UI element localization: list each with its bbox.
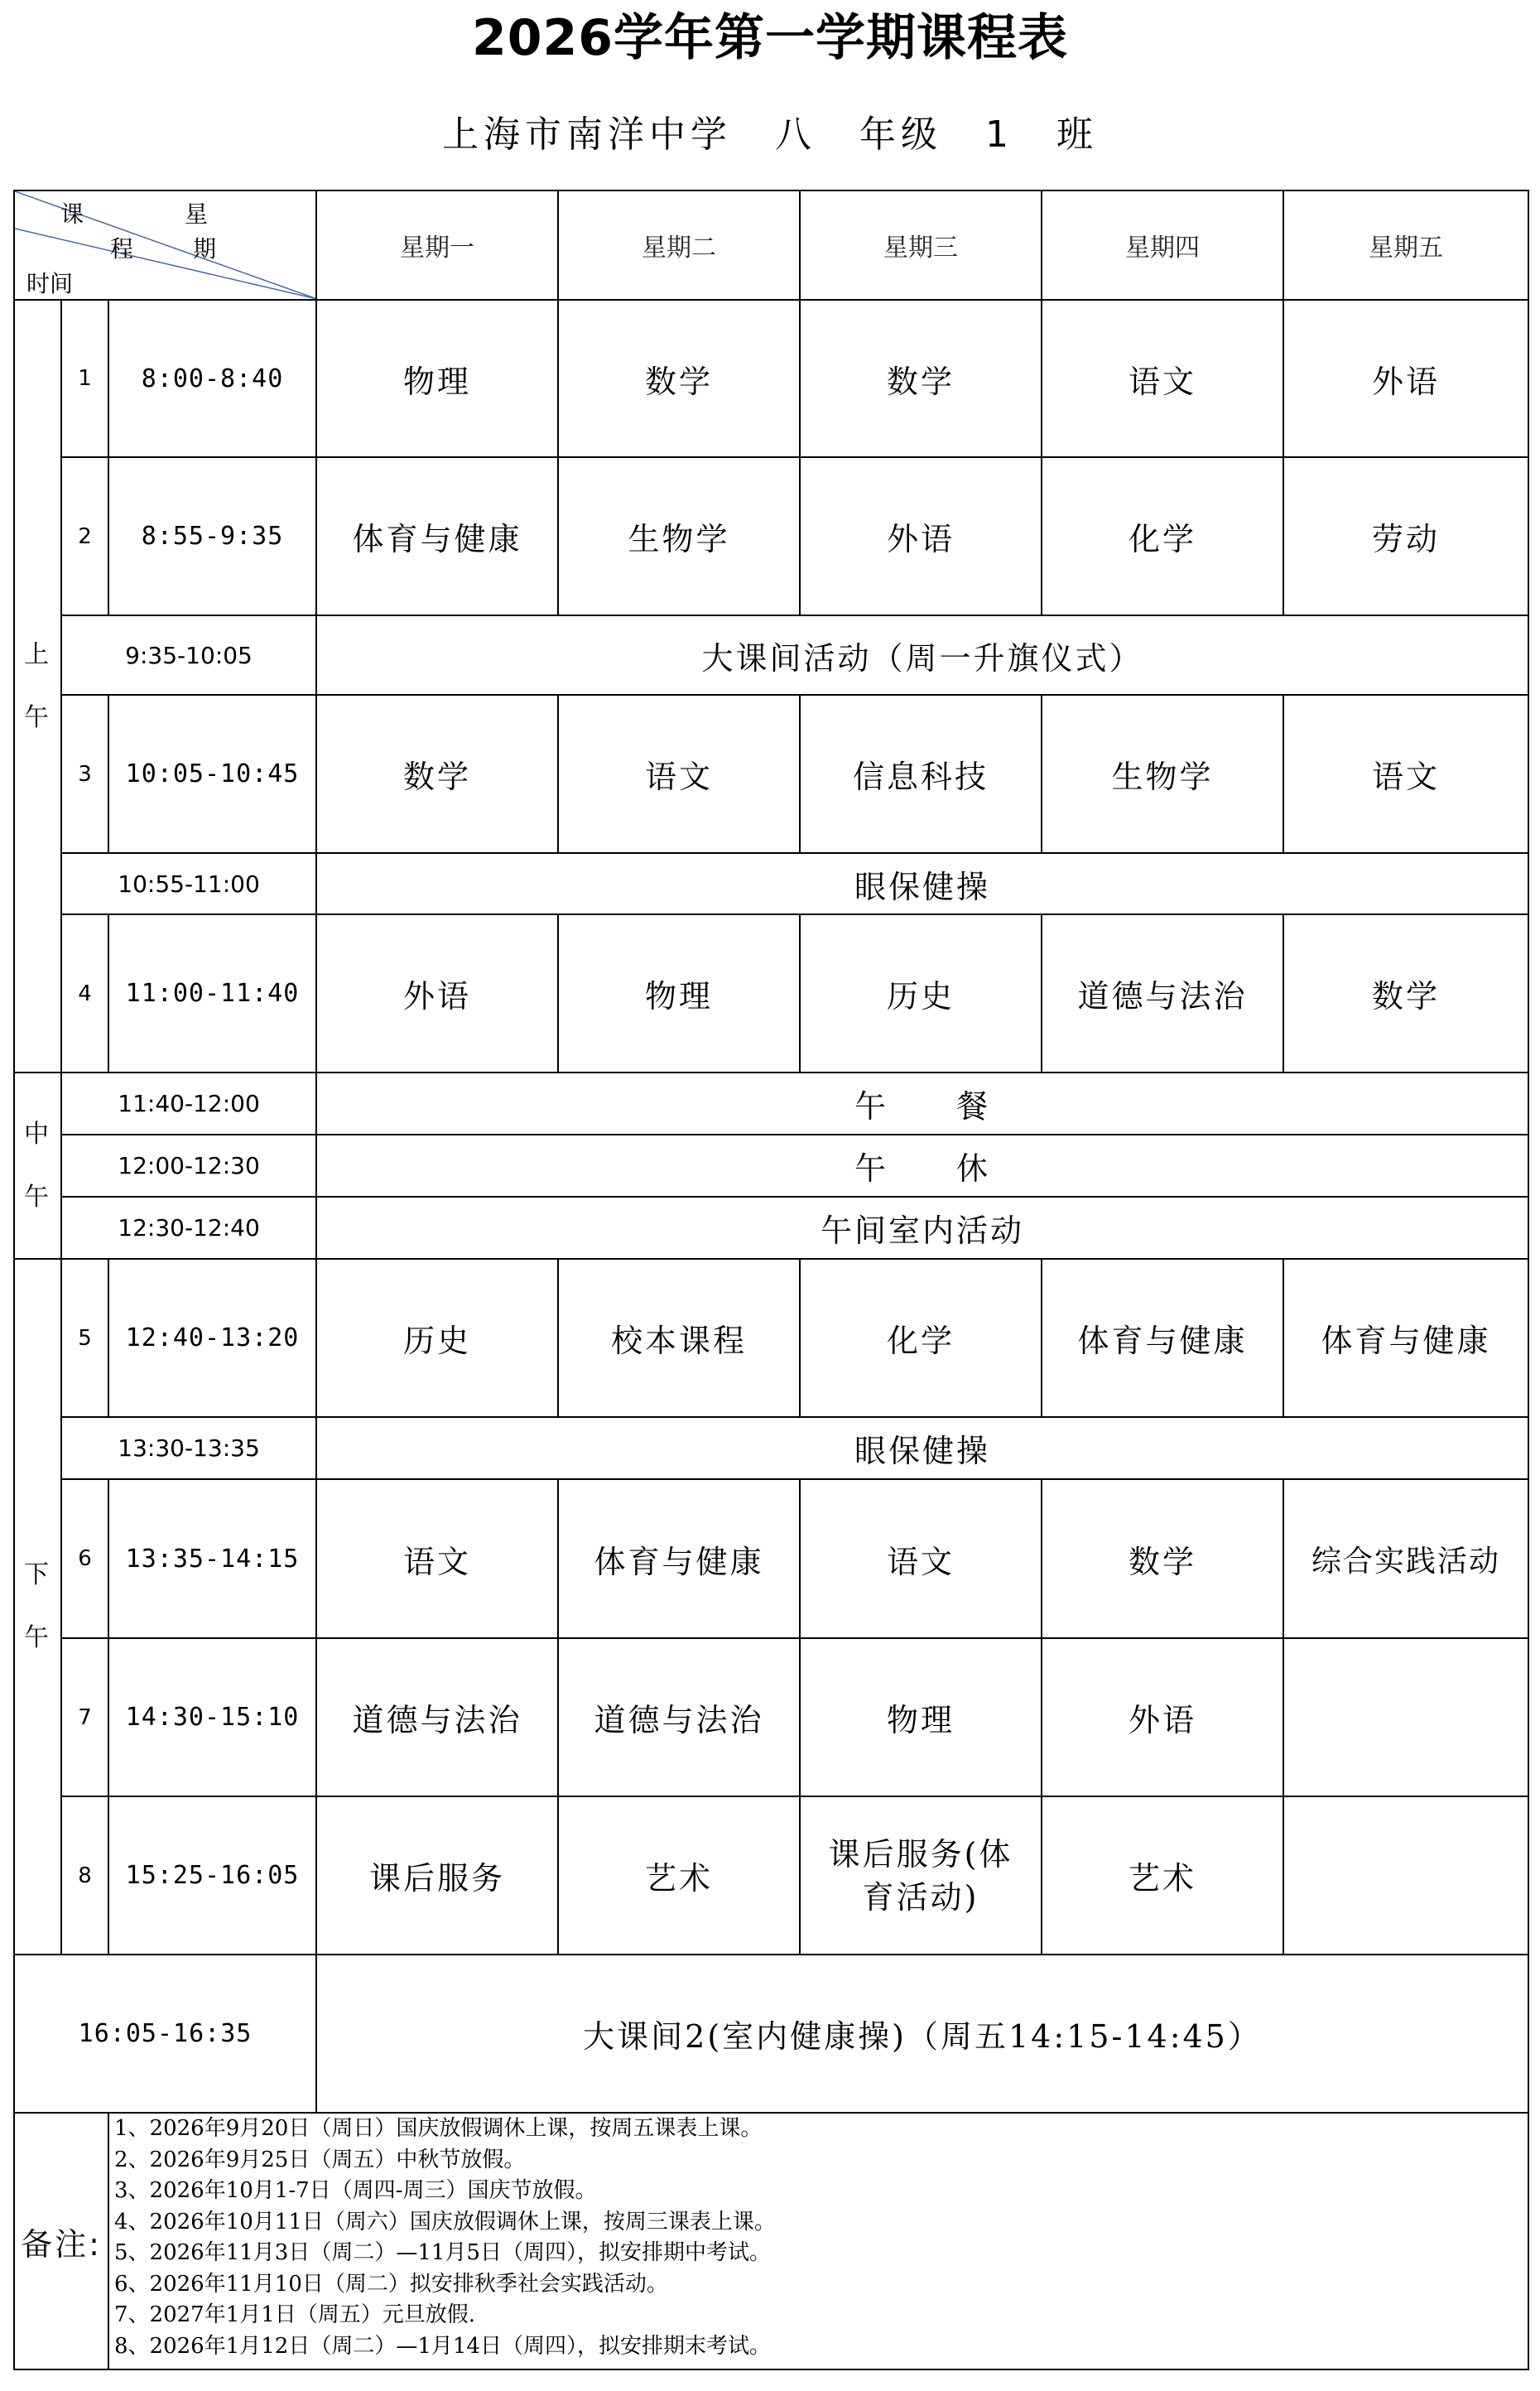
notes-list bbox=[108, 2113, 1528, 2369]
page-title: 2026学年第一学期课程表 bbox=[472, 9, 1068, 67]
corner-label-cheng: 程 bbox=[110, 235, 134, 263]
period-time: 11:00-11:40 bbox=[108, 914, 316, 1073]
period-number: 2 bbox=[61, 457, 108, 615]
table-row bbox=[14, 1073, 1528, 1135]
period-time: 10:05-10:45 bbox=[108, 695, 316, 853]
break-activity: 午 休 bbox=[316, 1135, 1528, 1197]
school-name: 上海市南洋中学 bbox=[442, 113, 732, 156]
period-number: 8 bbox=[61, 1796, 108, 1955]
class-suffix: 班 bbox=[1056, 113, 1098, 156]
section-afternoon bbox=[14, 1259, 61, 1955]
grade-suffix: 年级 bbox=[859, 113, 942, 156]
table-row bbox=[14, 1796, 1528, 1955]
class-cell: 外语 bbox=[1042, 1638, 1283, 1796]
section-noon-char1: 中 bbox=[24, 1119, 51, 1149]
corner-label-ke: 课 bbox=[60, 200, 84, 228]
corner-label-xing: 星 bbox=[185, 200, 209, 228]
class-cell: 物理 bbox=[800, 1638, 1042, 1796]
note-item: 5、2026年11月3日（周二）—11月5日（周四），拟安排期中考试。 bbox=[114, 2240, 771, 2265]
break-time: 10:55-11:00 bbox=[61, 853, 316, 914]
note-item: 3、2026年10月1-7日（周四-周三）国庆节放假。 bbox=[114, 2178, 597, 2203]
period-time: 14:30-15:10 bbox=[108, 1638, 316, 1796]
day-header-tue: 星期二 bbox=[558, 190, 800, 300]
class-cell: 信息科技 bbox=[800, 695, 1042, 853]
class-cell: 数学 bbox=[1283, 914, 1528, 1073]
class-cell: 课后服务 bbox=[316, 1796, 558, 1955]
break-time: 11:40-12:00 bbox=[61, 1073, 316, 1135]
period-number: 7 bbox=[61, 1638, 108, 1796]
class-cell: 艺术 bbox=[1042, 1796, 1283, 1955]
class-cell: 物理 bbox=[558, 914, 800, 1073]
period-time: 8:00-8:40 bbox=[108, 300, 316, 457]
table-row bbox=[14, 457, 1528, 615]
period-number: 6 bbox=[61, 1479, 108, 1638]
note-item: 1、2026年9月20日（周日）国庆放假调休上课，按周五课表上课。 bbox=[114, 2116, 763, 2141]
break-time: 13:30-13:35 bbox=[61, 1417, 316, 1479]
note-item: 4、2026年10月11日（周六）国庆放假调休上课，按周三课表上课。 bbox=[114, 2209, 776, 2234]
class-cell: 语文 bbox=[1042, 300, 1283, 457]
period-number: 5 bbox=[61, 1259, 108, 1417]
class-cell-line2: 育活动) bbox=[862, 1878, 979, 1916]
period-number: 3 bbox=[61, 695, 108, 853]
class-cell-line1: 课后服务(体 bbox=[828, 1835, 1013, 1873]
table-row bbox=[14, 1135, 1528, 1197]
section-noon-char2: 午 bbox=[24, 1182, 51, 1212]
period-time: 15:25-16:05 bbox=[108, 1796, 316, 1955]
table-row bbox=[14, 1955, 1528, 2113]
table-row bbox=[14, 853, 1528, 914]
break-activity: 午间室内活动 bbox=[316, 1197, 1528, 1259]
class-cell: 道德与法治 bbox=[316, 1638, 558, 1796]
class-cell: 劳动 bbox=[1283, 457, 1528, 615]
table-row bbox=[14, 1638, 1528, 1796]
section-morning-char2: 午 bbox=[24, 702, 51, 732]
day-header-fri: 星期五 bbox=[1283, 190, 1528, 300]
corner-label-time: 时间 bbox=[26, 270, 74, 297]
class-cell: 数学 bbox=[316, 695, 558, 853]
table-row bbox=[14, 914, 1528, 1073]
table-row bbox=[14, 300, 1528, 457]
class-cell: 体育与健康 bbox=[1283, 1259, 1528, 1417]
period-number: 4 bbox=[61, 914, 108, 1073]
class-cell: 语文 bbox=[316, 1479, 558, 1638]
break-time: 16:05-16:35 bbox=[14, 1955, 316, 2113]
class-cell: 物理 bbox=[316, 300, 558, 457]
class-cell: 外语 bbox=[316, 914, 558, 1073]
table-row bbox=[14, 695, 1528, 853]
class-cell: 道德与法治 bbox=[1042, 914, 1283, 1073]
table-row bbox=[14, 1259, 1528, 1417]
class-cell: 外语 bbox=[1283, 300, 1528, 457]
day-header-thu: 星期四 bbox=[1042, 190, 1283, 300]
corner-cell bbox=[14, 190, 316, 300]
class-cell: 化学 bbox=[1042, 457, 1283, 615]
period-time: 12:40-13:20 bbox=[108, 1259, 316, 1417]
break-time: 9:35-10:05 bbox=[61, 615, 316, 695]
class-cell: 语文 bbox=[558, 695, 800, 853]
class-cell: 数学 bbox=[800, 300, 1042, 457]
note-item: 2、2026年9月25日（周五）中秋节放假。 bbox=[114, 2147, 526, 2172]
notes-label: 备注: bbox=[14, 2113, 108, 2369]
note-item: 6、2026年11月10日（周二）拟安排秋季社会实践活动。 bbox=[114, 2271, 668, 2297]
class-cell: 校本课程 bbox=[558, 1259, 800, 1417]
class-cell: 历史 bbox=[800, 914, 1042, 1073]
section-morning bbox=[14, 300, 61, 1073]
schedule-table bbox=[13, 190, 1529, 2370]
note-item: 8、2026年1月12日（周二）—1月14日（周四），拟安排期末考试。 bbox=[114, 2333, 771, 2359]
class-cell: 体育与健康 bbox=[558, 1479, 800, 1638]
class-cell: 数学 bbox=[1042, 1479, 1283, 1638]
class-cell: 语文 bbox=[800, 1479, 1042, 1638]
period-time: 8:55-9:35 bbox=[108, 457, 316, 615]
table-row bbox=[14, 1197, 1528, 1259]
notes-row bbox=[14, 2113, 1528, 2369]
table-row bbox=[14, 1479, 1528, 1638]
class-cell: 体育与健康 bbox=[1042, 1259, 1283, 1417]
header-row bbox=[14, 190, 1528, 300]
grade: 八 bbox=[775, 113, 816, 156]
section-afternoon-char2: 午 bbox=[24, 1623, 51, 1652]
class-cell: 化学 bbox=[800, 1259, 1042, 1417]
class-cell: 语文 bbox=[1283, 695, 1528, 853]
class-cell: 体育与健康 bbox=[316, 457, 558, 615]
corner-label-qi: 期 bbox=[193, 235, 217, 263]
section-morning-char1: 上 bbox=[24, 639, 51, 669]
class-cell: 历史 bbox=[316, 1259, 558, 1417]
break-time: 12:30-12:40 bbox=[61, 1197, 316, 1259]
period-number: 1 bbox=[61, 300, 108, 457]
section-afternoon-char1: 下 bbox=[24, 1560, 51, 1589]
section-noon bbox=[14, 1073, 61, 1259]
break-activity: 大课间活动（周一升旗仪式） bbox=[316, 615, 1528, 695]
table-row bbox=[14, 1417, 1528, 1479]
break-time: 12:00-12:30 bbox=[61, 1135, 316, 1197]
break-activity: 眼保健操 bbox=[316, 1417, 1528, 1479]
table-row bbox=[14, 615, 1528, 695]
class-cell: 数学 bbox=[558, 300, 800, 457]
day-header-mon: 星期一 bbox=[316, 190, 558, 300]
break-activity: 午 餐 bbox=[316, 1073, 1528, 1135]
break-activity: 大课间2(室内健康操)（周五14:15-14:45） bbox=[316, 1955, 1528, 2113]
break-activity: 眼保健操 bbox=[316, 853, 1528, 914]
class-cell: 道德与法治 bbox=[558, 1638, 800, 1796]
class-cell: 外语 bbox=[800, 457, 1042, 615]
class-number: 1 bbox=[985, 113, 1013, 156]
day-header-wed: 星期三 bbox=[800, 190, 1042, 300]
period-time: 13:35-14:15 bbox=[108, 1479, 316, 1638]
class-cell bbox=[1283, 1638, 1528, 1796]
class-cell: 艺术 bbox=[558, 1796, 800, 1955]
class-cell bbox=[800, 1796, 1042, 1955]
class-cell: 综合实践活动 bbox=[1283, 1479, 1528, 1638]
class-cell: 生物学 bbox=[558, 457, 800, 615]
class-cell: 生物学 bbox=[1042, 695, 1283, 853]
page-subtitle bbox=[0, 106, 1540, 164]
note-item: 7、2027年1月1日（周五）元旦放假. bbox=[114, 2302, 476, 2327]
class-cell bbox=[1283, 1796, 1528, 1955]
